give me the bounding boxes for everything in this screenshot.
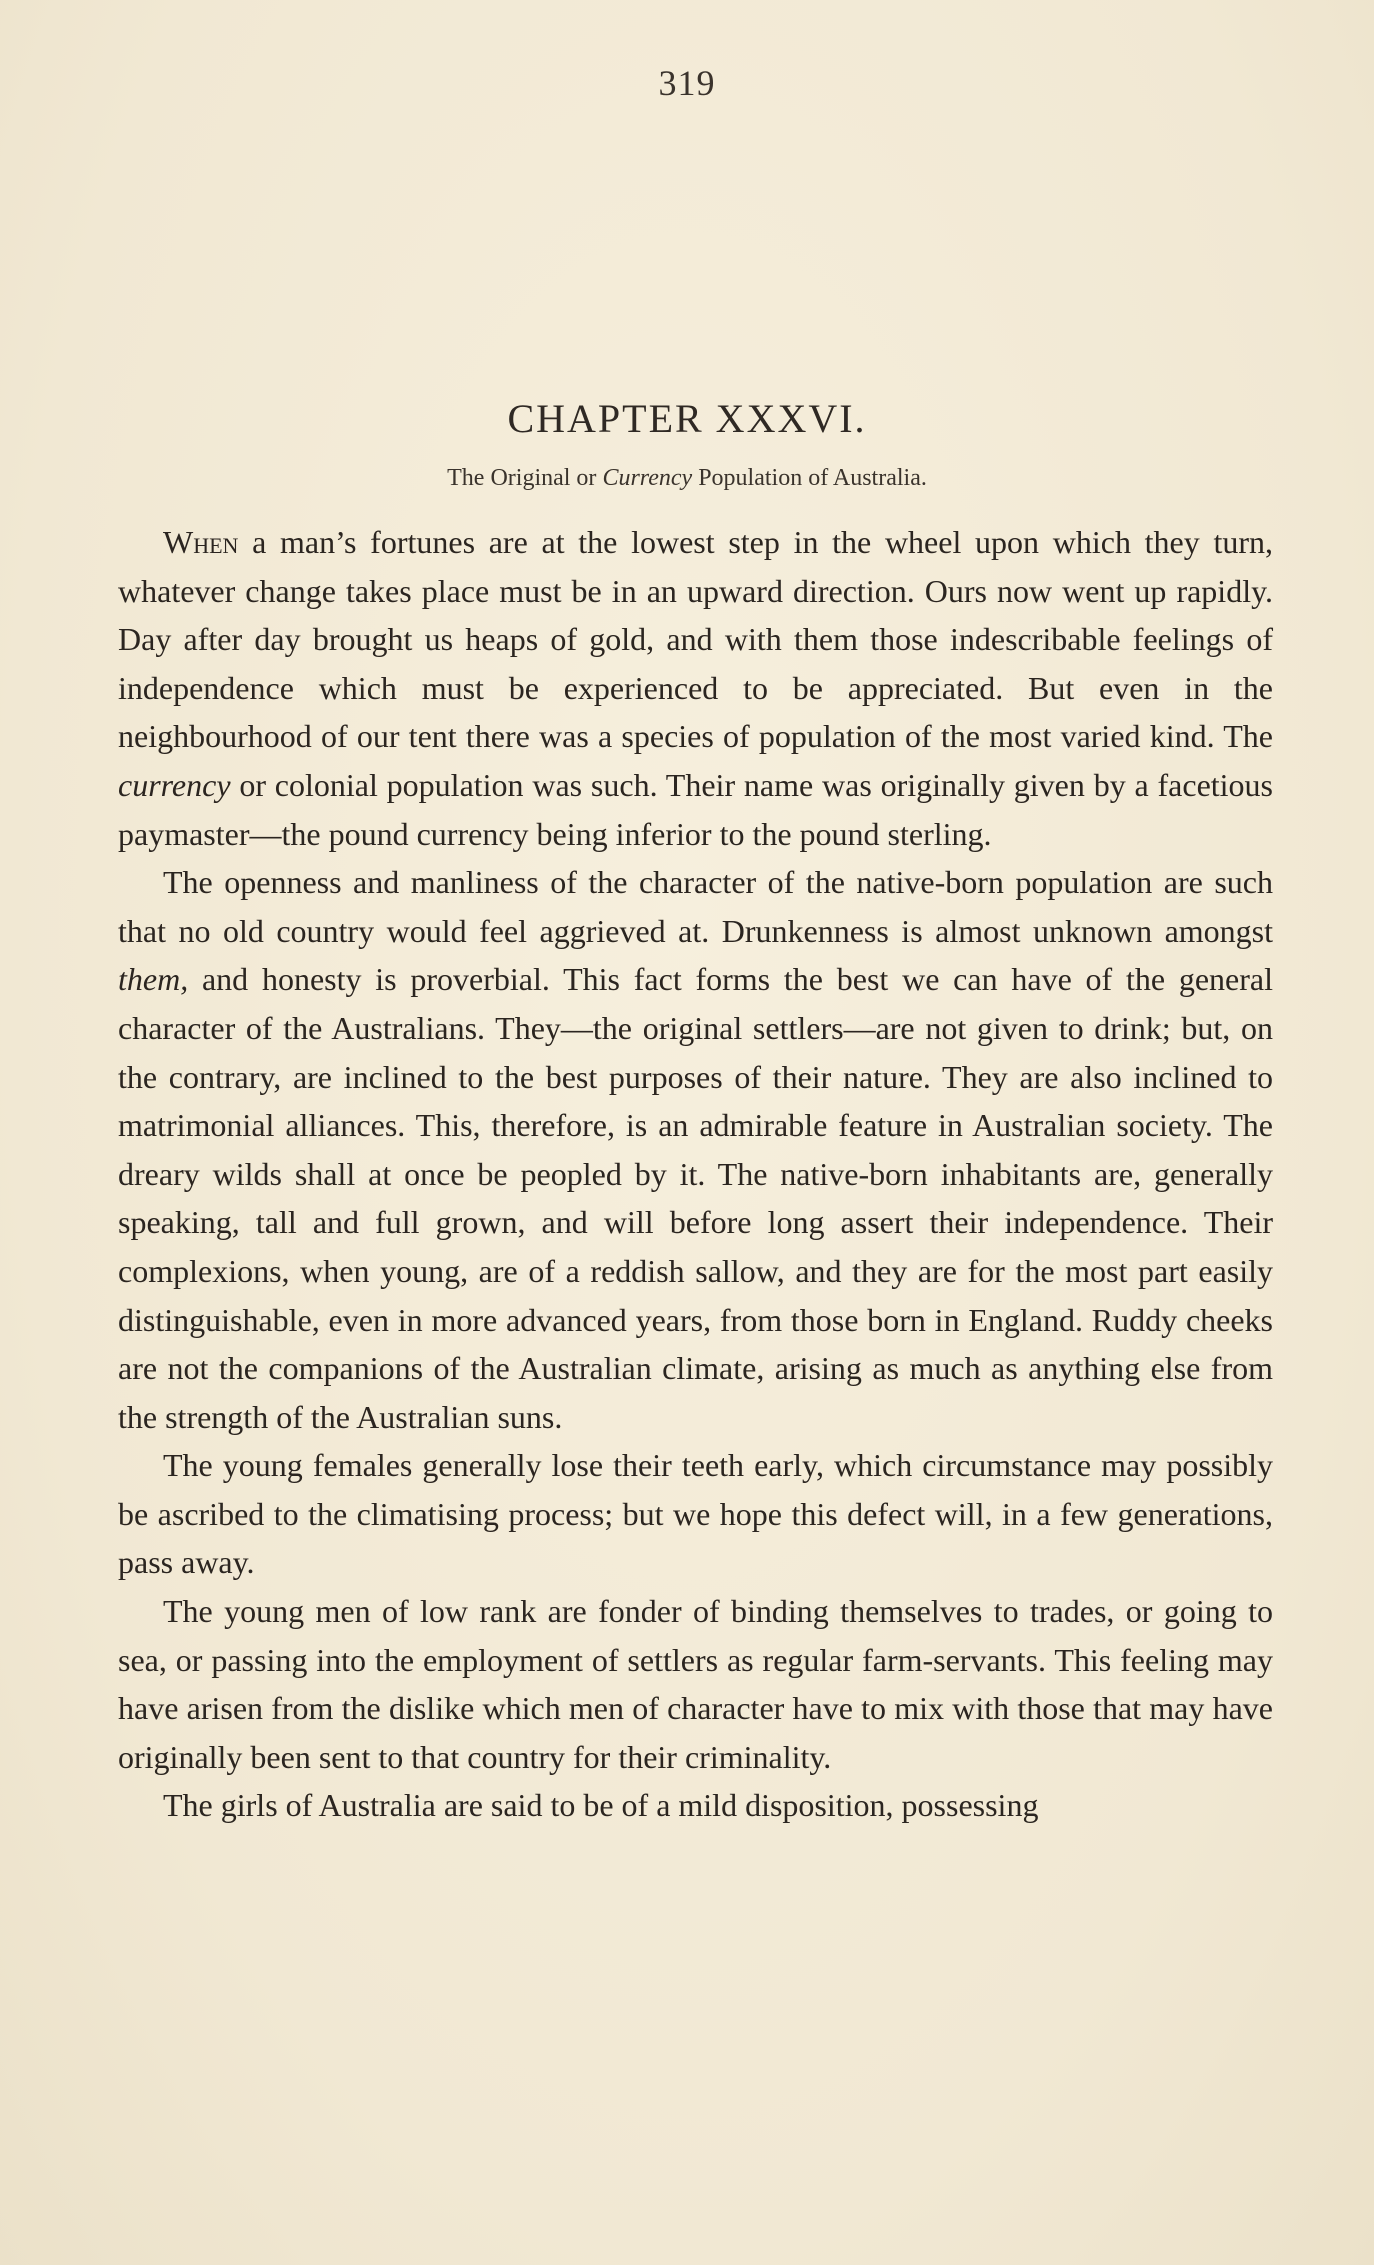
paragraph-2-text-a: The openness and manliness of the character of the native-born population are such that no old country would feel aggrieved at. Drunkenness is almost unknown amongst	[118, 864, 1273, 949]
chapter-subtitle-pre: The Original or	[447, 465, 603, 491]
chapter-subtitle	[0, 465, 1374, 492]
paragraph-2-emphasis: them,	[118, 961, 189, 998]
chapter-subtitle-em: Currency	[602, 465, 693, 491]
body-text	[118, 518, 1273, 1830]
paragraph-2	[118, 858, 1273, 1441]
chapter-subtitle-post: Population of Australia.	[692, 465, 927, 491]
page-number-value: 319	[658, 63, 716, 103]
chapter-title: CHAPTER XXXVI.	[507, 396, 867, 441]
paragraph-2-text-b: and honesty is proverbial. This fact forms the best we can have of the general character of the Australians. They—the original settlers—are not given to drink; but, on the contrary, are inclined to the best purposes of their nature. They are also inclined to matrimonial alliances. This, therefore, is an admirable feature in Australian society. The dreary wilds shall at once be peopled by it. The native-born inhabitants are, generally speaking, tall and full grown, and will before long assert their independence. Their complexions, when young, are of a reddish sallow, and they are for the most part easily distinguishable, even in more advanced years, from those born in England. Ruddy cheeks are not the companions of the Australian climate, arising as much as anything else from the strength of the Australian suns.	[118, 961, 1273, 1435]
paragraph-1-text-b: or colonial population was such. Their name was originally given by a facetious paymaster—the pound currency being inferior to the pound sterling.	[118, 766, 1273, 852]
page-number	[0, 62, 1374, 104]
paragraph-1-text-a: a man’s fortunes are at the lowest step in the wheel upon which they turn, whatever change takes place must be in an upward direction. Ours now went up rapidly. Day after day brought us heaps of gold, and with them those indescribable feelings of independence which must be experienced to be appreciated. But even in the neighbourhood of our tent there was a species of population of the most varied kind. The	[118, 524, 1273, 755]
paragraph-1	[118, 518, 1273, 858]
paragraph-1-opening-word: When	[163, 524, 239, 560]
paragraph-3: The young females generally lose their teeth early, which circumstance may possibly be ascribed to the climatising process; but we hope this defect will, in a few generations, pass away.	[118, 1447, 1273, 1581]
paragraph-1-emphasis: currency	[118, 766, 231, 803]
paragraph-5: The girls of Australia are said to be of a mild disposition, possessing	[163, 1787, 1039, 1824]
paragraph-4: The young men of low rank are fonder of binding themselves to trades, or going to sea, or passing into the employment of settlers as regular farm-servants. This feeling may have arisen from the dislike which men of character have to mix with those that may have originally been sent to that country for their criminality.	[118, 1593, 1273, 1775]
